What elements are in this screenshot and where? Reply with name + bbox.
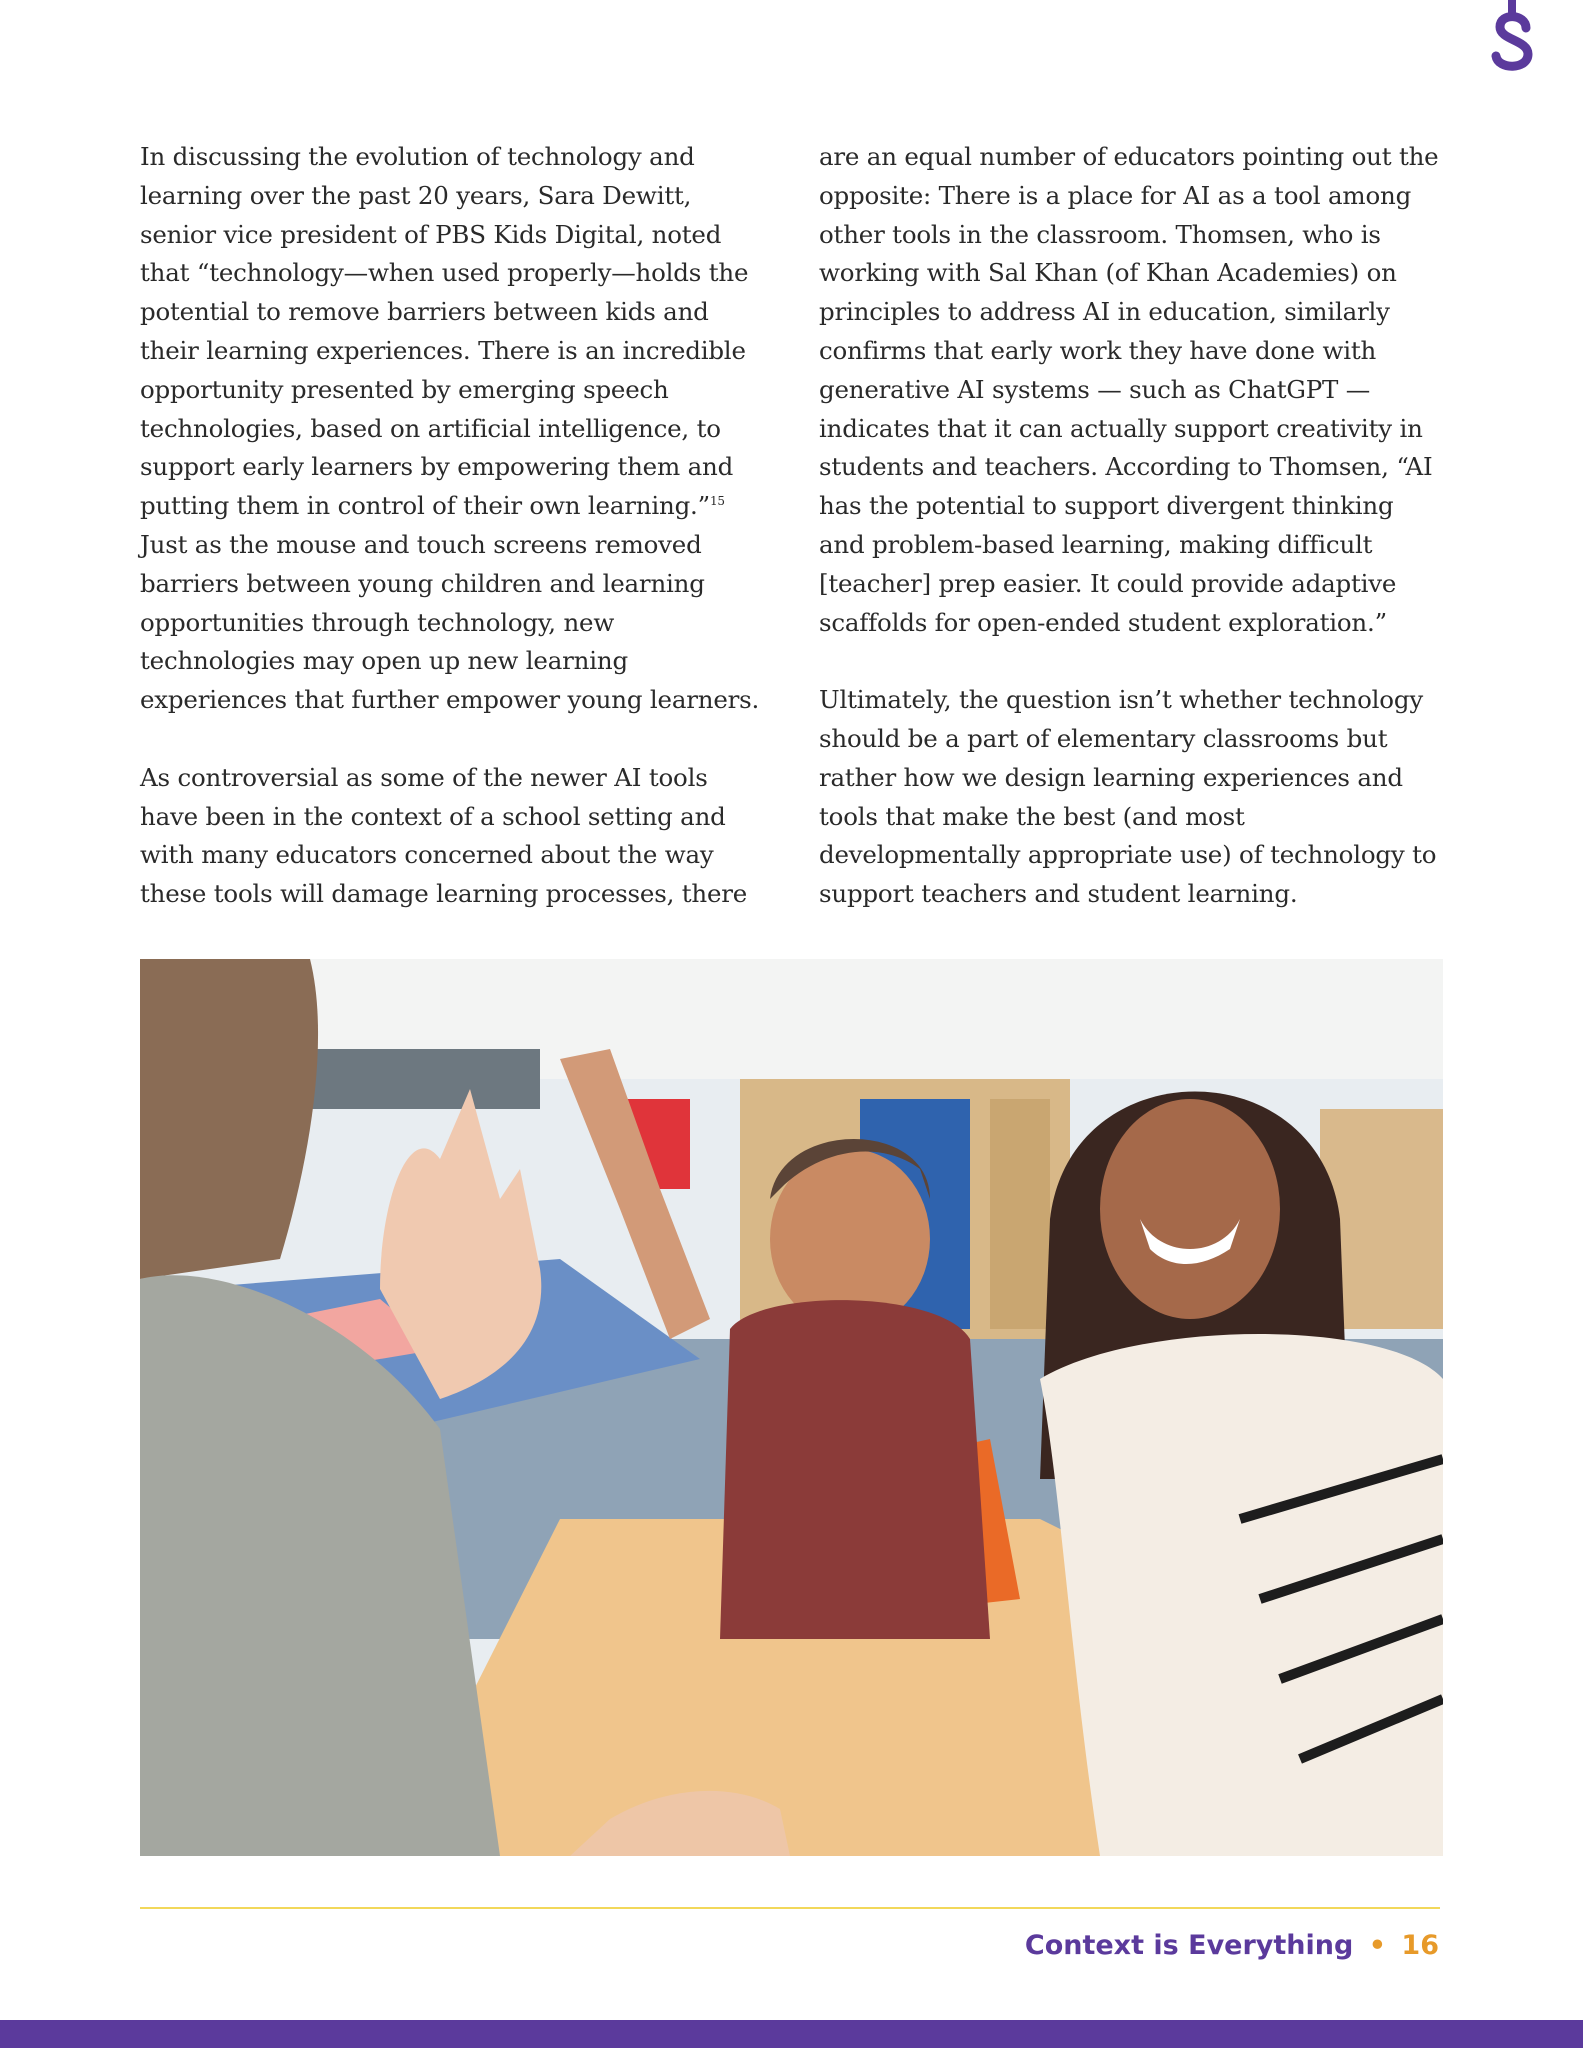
page-footer — [1025, 1930, 1439, 1961]
article-body — [140, 138, 1444, 914]
left-column — [140, 138, 765, 914]
right-column — [819, 138, 1444, 914]
right-paragraph-1: are an equal number of educators pointing out the opposite: There is a place for AI as a tool among other tools in the classroom. Thomsen, who is working with Sal Khan (of Khan Academies) on principles to address AI in education, similarly confirms that early work they have done with generative AI systems — such as ChatGPT — indicates that it can actually support creativity in students and teachers. According to Thomsen, “AI has the potential to support divergent thinking and problem-based learning, making difficult [teacher] prep easier. It could provide adaptive scaffolds for open-ended student exploration.” — [819, 142, 1439, 637]
classroom-photo — [140, 959, 1443, 1856]
footer-rule — [140, 1907, 1440, 1909]
left-paragraph-2: As controversial as some of the newer AI tools have been in the context of a school setting and with many educators concerned about the way these tools will damage learning processes, there — [140, 762, 748, 909]
bottom-brand-bar — [0, 2020, 1583, 2048]
s-brand-icon — [1482, 0, 1542, 80]
left-paragraph-1: In discussing the evolution of technology and learning over the past 20 years, Sara Dewitt, senior vice president of PBS Kids Digital, noted that “technology—when used properly—holds the potential to remove barriers between kids and their learning experiences. There is an incredible opportunity presented by emerging speech technologies, based on artificial intelligence, to support early learners by empowering them and putting them in control of their own learning.”$^{15}$ Just as the mouse and touch screens removed barriers between young children and learning opportunities through technology, new technologies may open up new learning experiences that further empower young learners. — [140, 142, 760, 715]
footnote-ref[interactable]: 15 — [709, 494, 725, 509]
publication-title: Context is Everything — [1024, 1930, 1354, 1961]
right-paragraph-2: Ultimately, the question isn’t whether technology should be a part of elementary classrooms but rather how we design learning experiences and tools that make the best (and most developmentally appropriate use) of technology to support teachers and student learning. — [819, 685, 1437, 909]
page-number: 16 — [1401, 1930, 1439, 1961]
footer-separator: • — [1368, 1930, 1387, 1961]
